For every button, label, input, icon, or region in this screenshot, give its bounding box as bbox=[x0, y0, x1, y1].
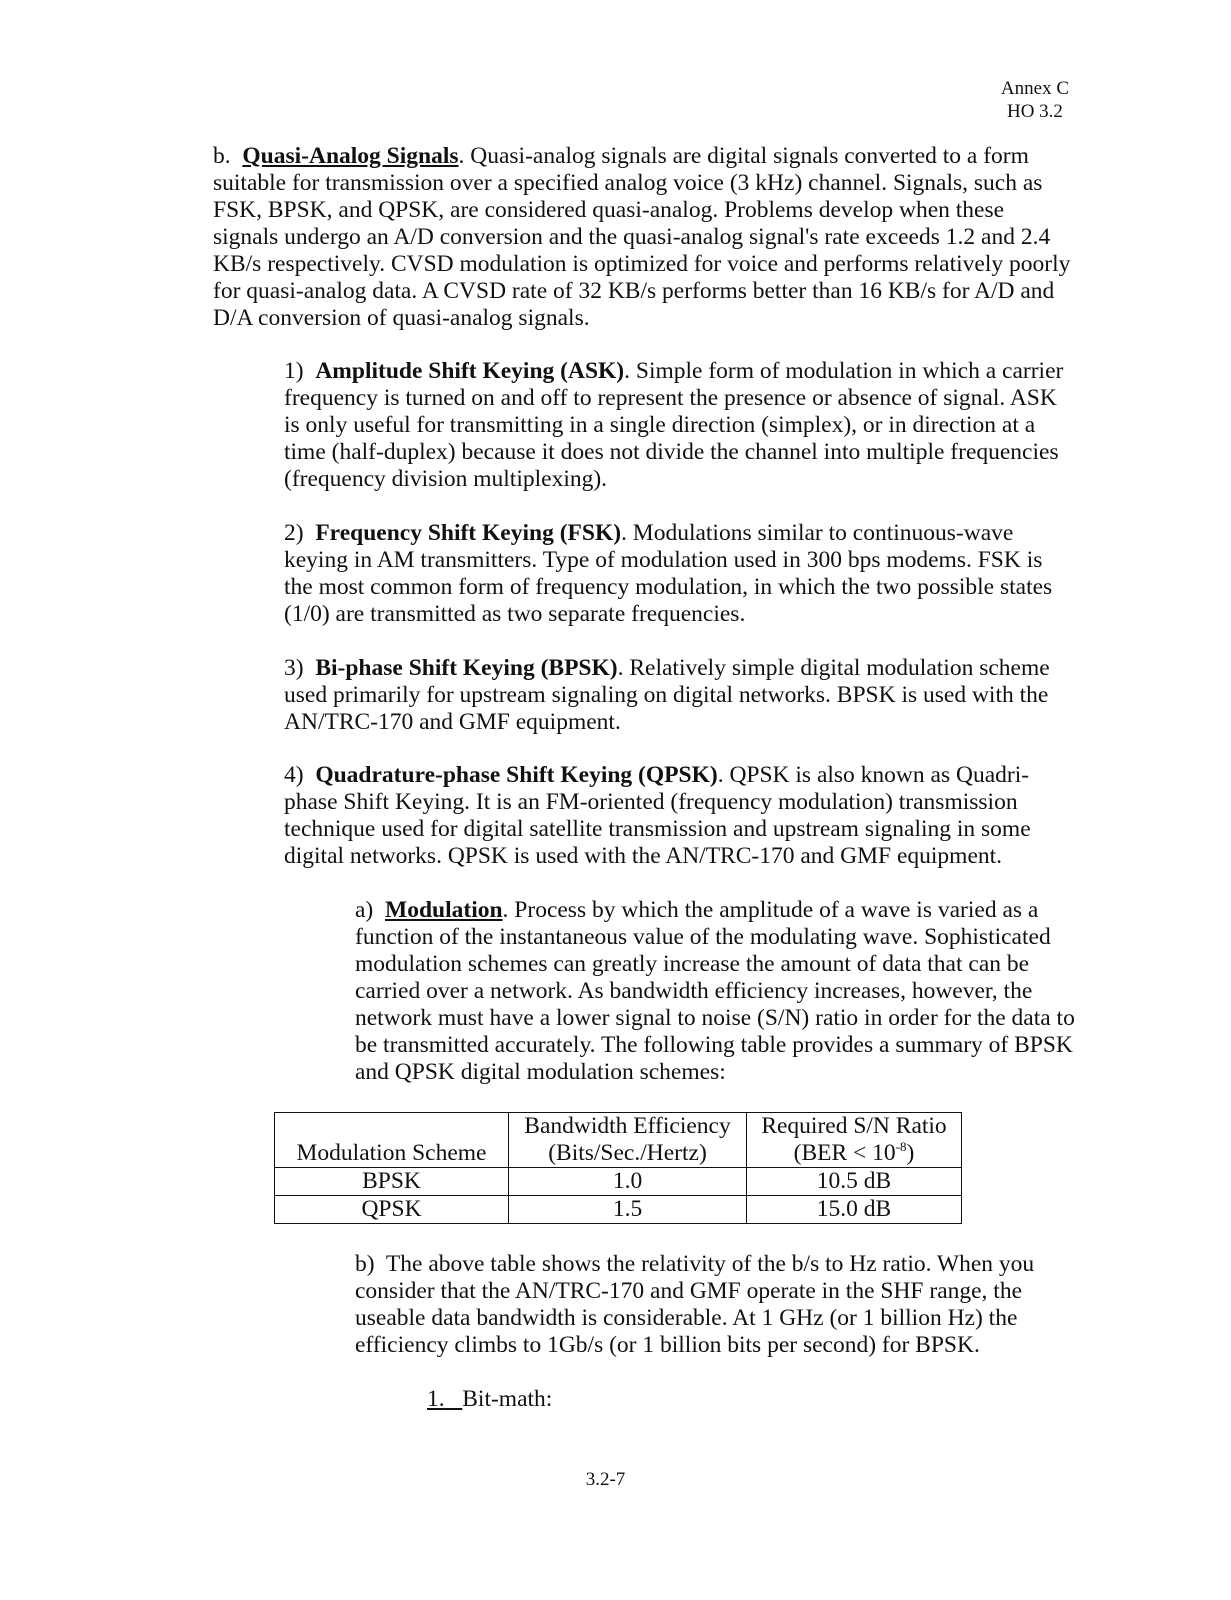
header-bandwidth-units: (Bits/Sec./Hertz) bbox=[548, 1140, 707, 1166]
item-title: Quadrature-phase Shift Keying (QPSK) bbox=[315, 762, 718, 788]
item-fsk bbox=[284, 520, 1074, 628]
page-footer bbox=[0, 1466, 1231, 1493]
item-marker: 4) bbox=[284, 762, 304, 788]
item-ask bbox=[284, 358, 1074, 493]
item-text: . QPSK is also known as Quadri-phase Shift Keying. It is an FM-oriented (frequency modulation) transmission technique used for digital satellite transmission and upstream signaling in some digital networks. QPSK is used with the AN/TRC-170 and GMF equipment. bbox=[284, 762, 1031, 869]
section-text: . Quasi-analog signals are digital signals converted to a form suitable for transmission over a specified analog voice (3 kHz) channel. Signals, such as FSK, BPSK, and QPSK, are considered quasi-analog. Problems develop when these signals undergo an A/D conversion and the quasi-analog signal's rate exceeds 1.2 and 2.4 KB/s respectively. CVSD modulation is optimized for voice and performs relatively poorly for quasi-analog data. A CVSD rate of 32 KB/s performs better than 16 KB/s for A/D and D/A conversion of quasi-analog signals. bbox=[213, 143, 1071, 331]
table-cell: 15.0 dB bbox=[747, 1196, 962, 1224]
item-title: Bi-phase Shift Keying (BPSK) bbox=[315, 655, 618, 681]
header-cell bbox=[275, 1113, 509, 1168]
bit-math-marker: 1. bbox=[427, 1386, 445, 1412]
section-quasi-analog bbox=[213, 143, 1073, 332]
subitem-title: Modulation bbox=[385, 897, 503, 923]
item-marker: 2) bbox=[284, 520, 304, 546]
subitem-text: The above table shows the relativity of the b/s to Hz ratio. When you consider that the AN/TRC-170 and GMF operate in the SHF range, the useable data bandwidth is considerable. At 1 GHz (or 1 billion Hz) the efficiency climbs to 1Gb/s (or 1 billion bits per second) for BPSK. bbox=[355, 1251, 1035, 1358]
table-cell: 10.5 dB bbox=[747, 1168, 962, 1196]
subitem-text: . Process by which the amplitude of a wave is varied as a function of the instantaneous value of the modulating wave. Sophisticated modulation schemes can greatly increase the amount of data that can be carried over a network. As bandwidth efficiency increases, however, the network must have a lower signal to noise (S/N) ratio in order for the data to be transmitted accurately. The following table provides a summary of BPSK and QPSK digital modulation schemes: bbox=[355, 897, 1075, 1085]
item-bpsk bbox=[284, 655, 1074, 736]
item-text: . Modulations similar to continuous-wave keying in AM transmitters. Type of modulation used in 300 bps modems. FSK is the most common form of frequency modulation, in which the two possible states (1/0) are transmitted as two separate frequencies. bbox=[284, 520, 1053, 627]
page-number: 3.2-7 bbox=[585, 1469, 626, 1490]
item-text: . Simple form of modulation in which a carrier frequency is turned on and off to represent the presence or absence of signal. ASK is only useful for transmitting in a single direction (simplex), or in direction at a time (half-duplex) because it does not divide the channel into multiple frequencies (frequency division multiplexing). bbox=[284, 358, 1064, 492]
item-marker: 3) bbox=[284, 655, 304, 681]
table-row bbox=[275, 1196, 962, 1224]
subitem-marker: a) bbox=[355, 897, 374, 923]
annex-label: Annex C bbox=[1000, 78, 1069, 99]
item-text: . Relatively simple digital modulation scheme used primarily for upstream signaling on digital networks. BPSK is used with the AN/TRC-170 and GMF equipment. bbox=[284, 655, 1050, 735]
item-title: Amplitude Shift Keying (ASK) bbox=[315, 358, 625, 384]
item-title: Frequency Shift Keying (FSK) bbox=[315, 520, 622, 546]
subitem-relativity bbox=[355, 1251, 1075, 1359]
section-marker: b. bbox=[213, 143, 231, 169]
header-modulation-scheme: Modulation Scheme bbox=[296, 1140, 487, 1166]
table-cell: 1.0 bbox=[509, 1168, 747, 1196]
bit-math-heading bbox=[427, 1386, 552, 1413]
item-marker: 1) bbox=[284, 358, 304, 384]
table-cell: 1.5 bbox=[509, 1196, 747, 1224]
header-bandwidth-efficiency: Bandwidth Efficiency bbox=[524, 1113, 731, 1139]
modulation-table bbox=[274, 1112, 962, 1224]
table-row bbox=[275, 1168, 962, 1196]
header-cell bbox=[747, 1113, 962, 1168]
bit-math-label: Bit-math: bbox=[462, 1386, 553, 1412]
handout-label: HO 3.2 bbox=[1006, 101, 1063, 122]
page-header bbox=[1001, 77, 1069, 123]
header-required-sn: Required S/N Ratio bbox=[761, 1113, 947, 1139]
table-cell: BPSK bbox=[275, 1168, 509, 1196]
subitem-marker: b) bbox=[355, 1251, 375, 1277]
subitem-modulation bbox=[355, 897, 1075, 1086]
section-title: Quasi-Analog Signals bbox=[242, 143, 459, 169]
header-ber: $(BER < 10^{-8})$ bbox=[793, 1139, 915, 1166]
table-cell: QPSK bbox=[275, 1196, 509, 1224]
item-qpsk bbox=[284, 762, 1074, 870]
table-header-row bbox=[275, 1113, 962, 1168]
header-cell bbox=[509, 1113, 747, 1168]
